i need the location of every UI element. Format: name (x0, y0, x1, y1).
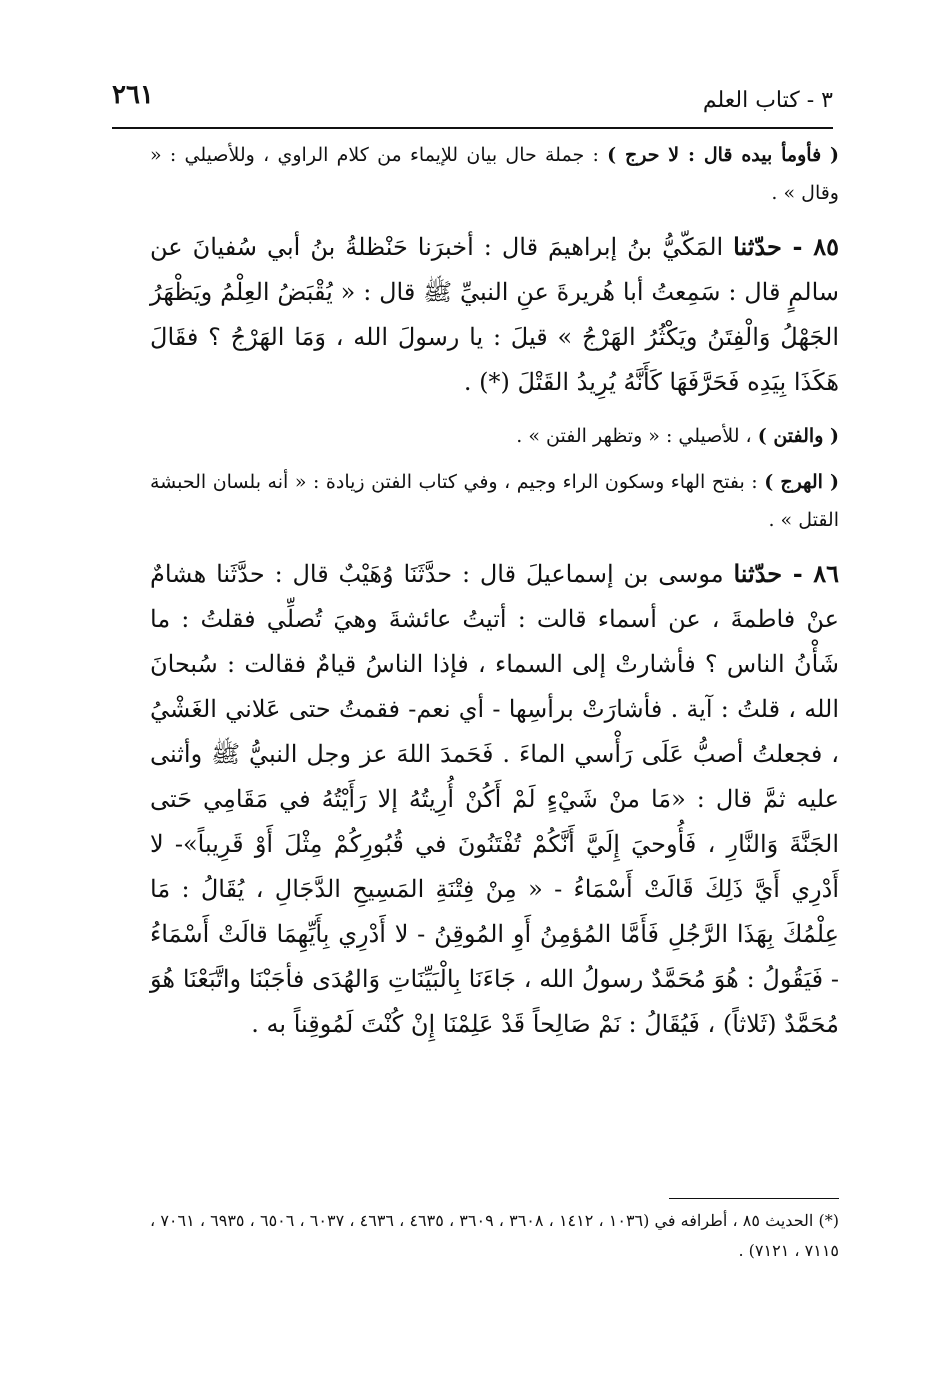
note-lead: ( فأومأ بيده قال : لا حرج ) (607, 144, 839, 166)
commentary-note-harj (150, 463, 839, 539)
commentary-note-fitan (150, 417, 839, 455)
footnote-divider (669, 1198, 839, 1199)
hadith-86 (150, 551, 839, 1047)
hadith-86-lead: ٨٦ - حدّثنا (733, 559, 840, 588)
commentary-note-top (150, 136, 839, 212)
footnotes (150, 1206, 839, 1266)
note-text: : بفتح الهاء وسكون الراء وجيم ، وفي كتاب الفتن زيادة : « أنه بلسان الحبشة القتل » . (150, 471, 839, 531)
page-body (150, 136, 839, 1059)
hadith-86-text: موسى بن إسماعيلَ قال : حدَّثَنَا وُهَيْبٌ قال : حدَّثَنا هشامٌ عنْ فاطمةَ ، عن أسماء قالت : أتيتُ عائشةَ وهيَ تُصلِّي فقلتُ : ما شَأْنُ الناس ؟ فأشارتْ إلى السماء ، فإذا الناسُ قيامٌ فقالت : سُبحانَ الله ، قلتُ : آية . فأشارَتْ برأسِها - أي نعم- فقمتُ حتى عَلاني الغَشْيُ ، فجعلتُ أصبُّ عَلَى رَأْسي الماءَ . فَحَمدَ اللهَ عز وجل النبيُّ ﷺ وأثنى عليه ثمَّ قال : «مَا منْ شَيْءٍ لَمْ أَكُنْ أُرِيتُهُ إلا رَأَيْتُهُ في مَقَامِي حَتى الجَنَّةَ وَالنَّارِ ، فَأُوحيَ إِلَيَّ أَنَّكُمْ تُفْتَنُونَ في قُبُورِكُمْ مِثْلَ أَوْ قَرِيباً»- لا أَدْرِي أَيَّ ذَلِكَ قَالَتْ أَسْمَاءُ - « مِنْ فِتْنَةِ المَسِيحِ الدَّجَالِ ، يُقَالُ : مَا عِلْمُكَ بِهَذَا الرَّجُلِ فَأَمَّا المُؤمِنُ أَوِ المُوقِنُ - لا أَدْرِي بِأَيِّهِمَا قالَتْ أَسْمَاءُ - فَيَقُولُ : هُوَ مُحَمَّدٌ رسولُ الله ، جَاءَنَا بِالْبَيِّنَاتِ وَالهُدَى فأجَبْنَا واتَّبَعْنَا هُوَ مُحَمَّدٌ (ثَلاثاً) ، فَيُقَالُ : نَمْ صَالِحاً قَدْ عَلِمْنَا إِنْ كُنْتَ لَمُوقِناً به . (150, 560, 840, 1038)
note-lead: ( والفتن ) (757, 425, 839, 447)
page-number: ٢٦١ (112, 80, 154, 110)
note-text: : جملة حال بيان للإيماء من كلام الراوي ، وللأصيلي : « وقال » . (150, 144, 839, 204)
header-divider (112, 127, 833, 129)
footnote-text: (*) الحديث ٨٥ ، أطرافه في (١٠٣٦ ، ١٤١٢ ، ٣٦٠٨ ، ٣٦٠٩ ، ٤٦٣٥ ، ٤٦٣٦ ، ٦٠٣٧ ، ٦٥٠٦ ، ٦٩٣٥ ، ٧٠٦١ ، ٧١١٥ ، ٧١٢١) . (150, 1211, 839, 1260)
note-text: ، للأصيلي : « وتظهر الفتن » . (516, 425, 758, 447)
page-header (112, 74, 833, 128)
hadith-85 (150, 224, 839, 405)
hadith-85-text: المَكّيُّ بنُ إبراهيمَ قال : أخبرَنا حَنْظلةُ بنُ أبي سُفيانَ عن سالمٍ قال : سَمِعتُ أبا هُريرةَ عنِ النبيِّ ﷺ قال : « يُقْبَضُ العِلْمُ ويَظْهَرُ الجَهْلُ وَالْفِتَنُ ويَكْثُرُ الهَرْجُ » قيلَ : يا رسولَ الله ، وَمَا الهَرْجُ ؟ فقَالَ هَكَذَا بِيَدِه فَحَرَّفَهَا كَأَنَّهُ يُرِيدُ القَتْلَ (*) . (150, 233, 839, 396)
chapter-title: ٣ - كتاب العلم (702, 88, 833, 113)
note-lead: ( الهرج ) (764, 471, 839, 493)
hadith-85-lead: ٨٥ - حدّثنا (733, 232, 839, 261)
